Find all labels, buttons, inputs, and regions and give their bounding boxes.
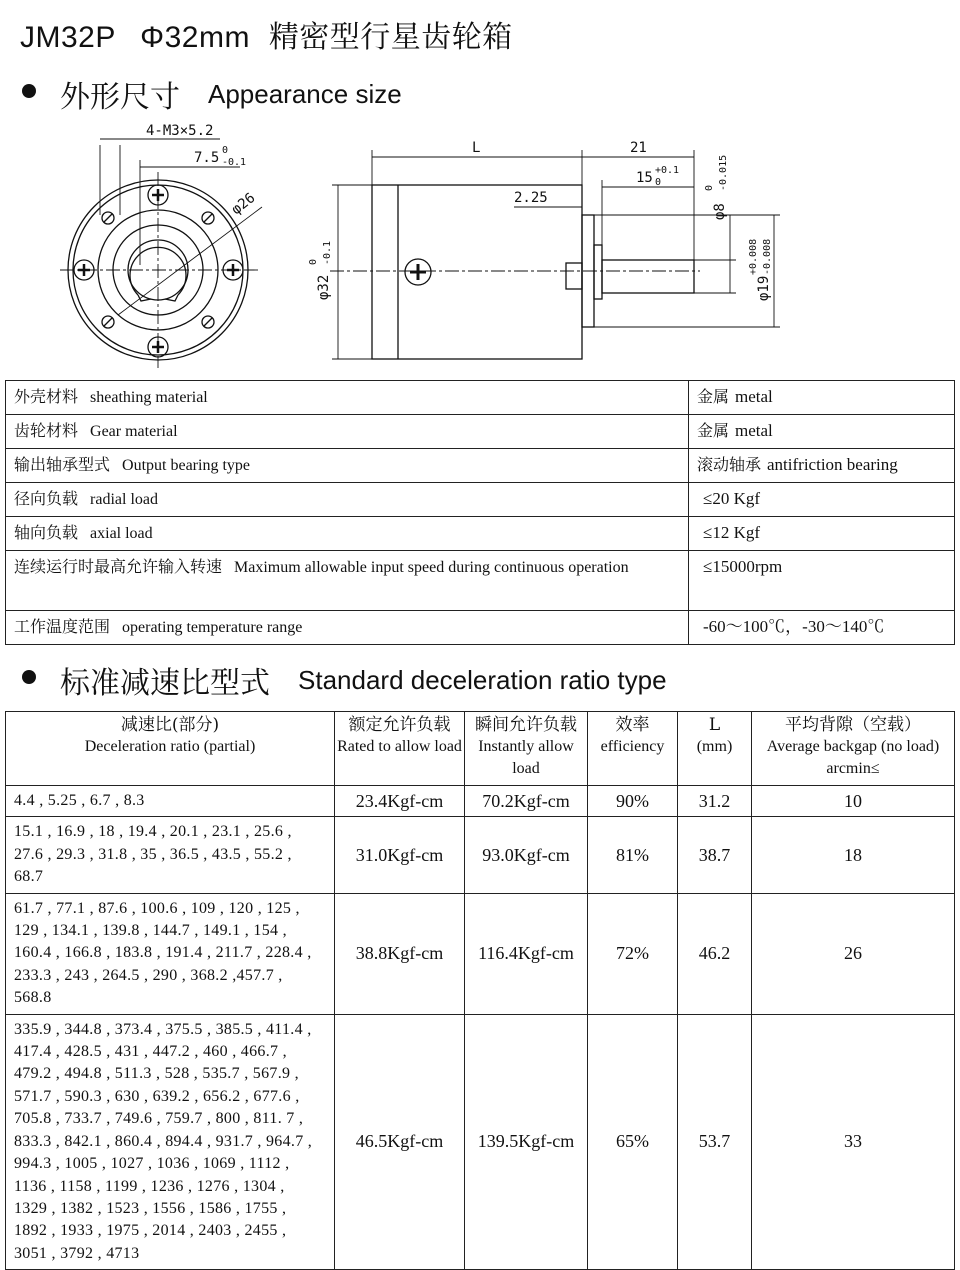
flange-label: 2.25 <box>514 190 548 206</box>
boss-tol-lower: -0.008 <box>762 238 773 275</box>
ratio-row <box>6 1014 955 1269</box>
screw-icon <box>405 259 431 285</box>
body-tol-upper: 0 <box>308 258 319 265</box>
spec-row <box>6 611 955 645</box>
spec-key <box>6 449 689 483</box>
flat-length-label: 15 <box>636 170 653 186</box>
spec-value-zh: 金属 <box>697 421 730 440</box>
spec-key-zh: 工作温度范围 <box>14 617 111 636</box>
flat-tol-upper: +0.1 <box>655 165 680 176</box>
ratio-header-cell <box>335 712 465 786</box>
backlash: 26 <box>752 893 955 1014</box>
spec-key-zh: 径向负载 <box>14 489 79 508</box>
backlash: 10 <box>752 786 955 817</box>
spec-value-en: metal <box>735 421 773 440</box>
ratio-line: 705.8 , 733.7 , 749.6 , 759.7 , 800 , 811. 7 , <box>14 1110 304 1128</box>
shaft-tol-upper: 0 <box>704 184 715 191</box>
spec-value <box>689 449 955 483</box>
shaft-dia-label: φ8 <box>712 203 728 220</box>
length-l: 38.7 <box>678 817 752 893</box>
rated-load: 38.8Kgf-cm <box>335 893 465 1014</box>
ratio-line: 61.7 , 77.1 , 87.6 , 100.6 , 109 , 120 , 125 , <box>14 899 300 917</box>
ratio-line: 1892 , 1933 , 1975 , 2014 , 2403 , 2455 , <box>14 1222 287 1240</box>
header-en: Instantly allow load <box>478 738 574 777</box>
spec-value-en: -60～100℃，-30～140℃ <box>703 617 885 636</box>
body-dia-label: φ32 <box>316 274 332 300</box>
spec-value-en: antifriction bearing <box>767 455 898 474</box>
spec-value-en: ≤15000rpm <box>703 557 783 576</box>
spec-key-en: Output bearing type <box>122 457 250 474</box>
spec-key-en: axial load <box>90 525 153 542</box>
spec-value-en: ≤12 Kgf <box>703 523 761 542</box>
ratio-list <box>6 893 335 1014</box>
offset-tol-lower: -0.1 <box>222 157 247 168</box>
spec-value <box>689 517 955 551</box>
pcd-label: φ26 <box>228 189 259 219</box>
header-zh: 减速比(部分) <box>120 715 220 735</box>
spec-value <box>689 415 955 449</box>
holes-label: 4-M3×5.2 <box>146 123 214 139</box>
ratio-title-zh: 标准减速比型式 <box>60 666 270 701</box>
ratio-line: 1136 , 1158 , 1199 , 1236 , 1276 , 1304 , <box>14 1177 285 1195</box>
spec-value-en: ≤20 Kgf <box>703 489 761 508</box>
model-name: JM32P <box>20 21 116 54</box>
spec-key <box>6 551 689 611</box>
body-tol-lower: -0.1 <box>322 240 333 265</box>
ratio-line: 68.7 <box>14 868 44 886</box>
spec-key-en: operating temperature range <box>122 619 303 636</box>
efficiency: 65% <box>588 1014 678 1269</box>
ratio-row <box>6 786 955 817</box>
side-view <box>330 150 780 359</box>
ratio-line: 417.4 , 428.5 , 431 , 447.2 , 460 , 466.7 , <box>14 1043 287 1061</box>
ratio-table <box>5 711 955 1270</box>
ratio-line: 160.4 , 166.8 , 183.8 , 191.4 , 211.7 , 228.4 , <box>14 944 312 962</box>
backlash: 33 <box>752 1014 955 1269</box>
spec-value <box>689 551 955 611</box>
rated-load: 31.0Kgf-cm <box>335 817 465 893</box>
bullet-icon <box>22 84 36 98</box>
length-label: L <box>472 140 481 156</box>
spec-key-zh: 连续运行时最高允许输入转速 <box>14 557 223 576</box>
spec-key <box>6 415 689 449</box>
boss-dia-label: φ19 <box>756 275 772 301</box>
ratio-line: 1329 , 1382 , 1523 , 1556 , 1586 , 1755 , <box>14 1199 287 1217</box>
offset-label: 7.5 <box>194 150 220 166</box>
spec-key-zh: 齿轮材料 <box>14 421 79 440</box>
spec-key-en: sheathing material <box>90 389 208 406</box>
flat-tol-lower: 0 <box>655 177 662 188</box>
boss-tol-upper: +0.008 <box>748 238 759 275</box>
spec-key-zh: 输出轴承型式 <box>14 455 111 474</box>
ratio-list <box>6 817 335 893</box>
ratio-title-en: Standard deceleration ratio type <box>298 664 667 695</box>
rated-load: 23.4Kgf-cm <box>335 786 465 817</box>
header-en: Deceleration ratio (partial) <box>84 738 256 755</box>
ratio-line: 568.8 <box>14 989 52 1007</box>
header-en: Rated to allow load <box>337 738 462 755</box>
ratio-line: 994.3 , 1005 , 1027 , 1036 , 1069 , 1112 , <box>14 1155 290 1173</box>
ratio-list <box>6 1014 335 1269</box>
spec-row <box>6 551 955 611</box>
ratio-line: 15.1 , 16.9 , 18 , 19.4 , 20.1 , 23.1 , 25.6 , <box>14 823 292 841</box>
ratio-header-cell <box>678 712 752 786</box>
spec-key <box>6 611 689 645</box>
spec-value <box>689 381 955 415</box>
ratio-row <box>6 893 955 1014</box>
spec-key <box>6 483 689 517</box>
ratio-line: 4.4 , 5.25 , 6.7 , 8.3 <box>14 792 145 809</box>
instant-load: 70.2Kgf-cm <box>465 786 588 817</box>
spec-row <box>6 415 955 449</box>
product-name: 精密型行星齿轮箱 <box>268 20 513 55</box>
spec-key-en: radial load <box>90 491 158 508</box>
efficiency: 81% <box>588 817 678 893</box>
instant-load: 139.5Kgf-cm <box>465 1014 588 1269</box>
ratio-line: 129 , 134.1 , 139.8 , 144.7 , 149.1 , 154 , <box>14 922 287 940</box>
ratio-header-cell <box>588 712 678 786</box>
ratio-line: 479.2 , 494.8 , 511.3 , 528 , 535.7 , 567.9 , <box>14 1065 299 1083</box>
ratio-list <box>6 786 335 817</box>
efficiency: 90% <box>588 786 678 817</box>
appearance-heading <box>22 72 402 116</box>
spec-key-en: Maximum allowable input speed during continuous operation <box>234 559 629 576</box>
ratio-line: 27.6 , 29.3 , 31.8 , 35 , 36.5 , 43.5 , 55.2 , <box>14 845 292 863</box>
offset-tol-upper: 0 <box>222 145 229 156</box>
header-en: Average backgap (no load) arcmin≤ <box>766 738 940 777</box>
spec-row <box>6 381 955 415</box>
length-l: 53.7 <box>678 1014 752 1269</box>
ratio-heading <box>22 658 667 702</box>
spec-value <box>689 611 955 645</box>
spec-key-en: Gear material <box>90 423 178 440</box>
spec-row <box>6 483 955 517</box>
spec-table <box>5 380 955 645</box>
spec-row <box>6 517 955 551</box>
spec-key-zh: 轴向负载 <box>14 523 79 542</box>
rated-load: 46.5Kgf-cm <box>335 1014 465 1269</box>
bullet-icon <box>22 670 36 684</box>
shaft-length-label: 21 <box>630 140 647 156</box>
ratio-line: 571.7 , 590.3 , 630 , 639.2 , 656.2 , 677.6 , <box>14 1087 300 1105</box>
ratio-line: 3051 , 3792 , 4713 <box>14 1244 140 1262</box>
spec-row <box>6 449 955 483</box>
ratio-line: 335.9 , 344.8 , 373.4 , 375.5 , 385.5 , 411.4 , <box>14 1020 312 1038</box>
spec-key-zh: 外壳材料 <box>14 387 79 406</box>
length-l: 46.2 <box>678 893 752 1014</box>
appearance-title-zh: 外形尺寸 <box>60 80 180 115</box>
ratio-header-cell <box>465 712 588 786</box>
header-zh: 平均背隙（空载） <box>785 715 921 735</box>
spec-value-en: metal <box>735 387 773 406</box>
instant-load: 116.4Kgf-cm <box>465 893 588 1014</box>
appearance-title-en: Appearance size <box>208 78 402 109</box>
ratio-line: 833.3 , 842.1 , 860.4 , 894.4 , 931.7 , 964.7 , <box>14 1132 313 1150</box>
header-zh: 效率 <box>615 715 650 735</box>
backlash: 18 <box>752 817 955 893</box>
spec-key <box>6 381 689 415</box>
header-zh: 瞬间允许负载 <box>475 715 577 735</box>
dimension-drawing <box>0 115 960 377</box>
ratio-header-cell <box>6 712 335 786</box>
spec-key <box>6 517 689 551</box>
ratio-row <box>6 817 955 893</box>
efficiency: 72% <box>588 893 678 1014</box>
spec-value <box>689 483 955 517</box>
spec-value-zh: 滚动轴承 <box>697 455 762 474</box>
ratio-header-row <box>6 712 955 786</box>
length-l: 31.2 <box>678 786 752 817</box>
spec-value-zh: 金属 <box>697 387 730 406</box>
header-zh: L <box>708 715 721 735</box>
ratio-header-cell <box>752 712 955 786</box>
header-en: (mm) <box>696 738 733 755</box>
header-zh: 额定允许负载 <box>348 715 451 735</box>
instant-load: 93.0Kgf-cm <box>465 817 588 893</box>
ratio-line: 233.3 , 243 , 264.5 , 290 , 368.2 ,457.7 , <box>14 966 283 984</box>
header-en: efficiency <box>600 738 665 755</box>
front-view <box>60 139 262 368</box>
model-size: Φ32mm <box>140 21 250 54</box>
shaft-tol-lower: -0.015 <box>718 154 729 191</box>
page-title <box>20 12 513 56</box>
